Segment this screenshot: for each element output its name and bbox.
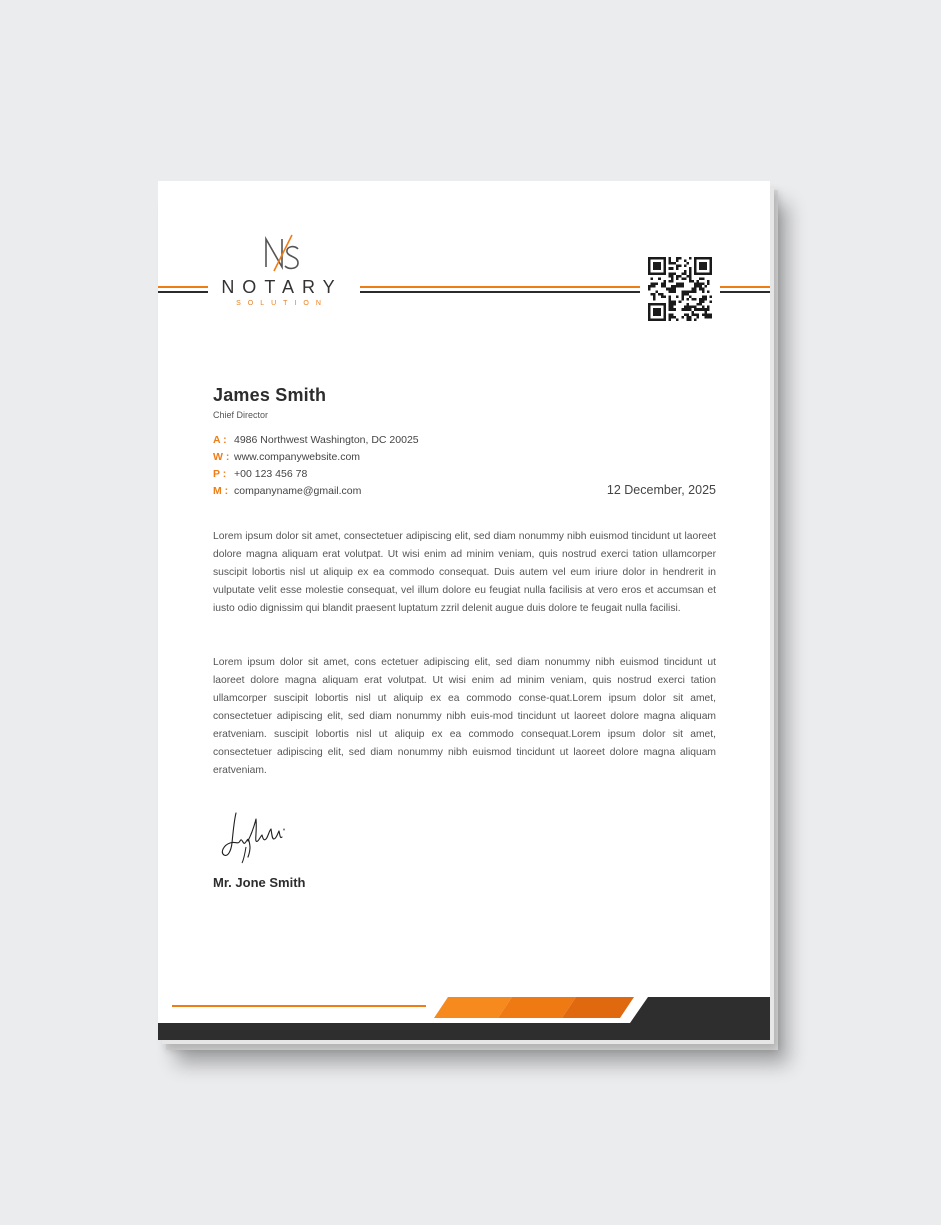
contact-value: www.companywebsite.com: [234, 451, 361, 463]
contact-website: [213, 450, 360, 464]
contact-key: P :: [213, 468, 227, 480]
body-paragraph: Lorem ipsum dolor sit amet, cons ectetuer adipiscing elit, sed diam nonummy nibh euismod tincidunt ut laoreet dolore magna aliquam erat volutpat. Ut wisi enim ad minim veniam, quis nostrud exerci tation ullamcorper suscipit lobortis nisl ut aliquip ex ea commodo conse-quat.Lorem ipsum dolor sit amet, consectetuer adipiscing elit, sed diam nonummy nibh euis-mod tincidunt ut laoreet dolore magna aliquam eratveniam. suscipit lobortis nisl ut aliquip ex ea commodo consequat.Lorem ipsum dolor sit amet, consectetuer adipiscing elit, sed diam nonummy nibh euismod tincidunt ut laoreet dolore magna aliquam eratveniam.: [213, 657, 716, 776]
header-rule-left-dark: [158, 291, 208, 293]
contact-key: A :: [213, 434, 227, 446]
letterhead-page: [158, 181, 770, 1040]
signer-name: Mr. Jone Smith: [213, 875, 306, 890]
letter-date: 12 December, 2025: [606, 483, 716, 497]
contact-email: [213, 484, 361, 498]
qr-code-icon: [648, 257, 712, 321]
sender-title: Chief Director: [213, 410, 269, 420]
logo-tagline: SOLUTION: [236, 300, 328, 307]
footer-band: [158, 991, 770, 1040]
logo-name: NOTARY: [221, 277, 343, 297]
contact-value: +00 123 456 78: [234, 468, 308, 480]
header-rule-right-orange: [720, 286, 770, 288]
sender-name: James Smith: [213, 385, 327, 405]
signature-image: [218, 807, 318, 869]
contact-address: [213, 433, 419, 447]
contact-value: companyname@gmail.com: [234, 485, 362, 497]
contact-key: M :: [213, 485, 229, 497]
header-rule-middle-orange: [360, 286, 640, 288]
contact-key: W :: [213, 451, 230, 463]
header-rule-middle-dark: [360, 291, 640, 293]
header-rule-right-dark: [720, 291, 770, 293]
logo-monogram: [262, 231, 302, 273]
contact-phone: [213, 467, 307, 481]
contact-value: 4986 Northwest Washington, DC 20025: [234, 434, 419, 446]
header-rule-left-orange: [158, 286, 208, 288]
body-paragraph: Lorem ipsum dolor sit amet, consectetuer adipiscing elit, sed diam nonummy nibh euismod tincidunt ut laoreet dolore magna aliquam erat volutpat. Ut wisi enim ad minim veniam, quis nostrud exerci tation ullamcorper suscipit lobortis nisl ut aliquip ex ea commodo consequat. Duis autem vel eum iriure dolor in hendrerit in vulputate velit esse molestie consequat, vel illum dolore eu feugiat nulla facilisis at vero eros et accumsan et iusto odio dignissim qui blandit praesent luptatum zzril delenit augue duis dolore te feugait nulla facilisi.: [213, 531, 716, 614]
